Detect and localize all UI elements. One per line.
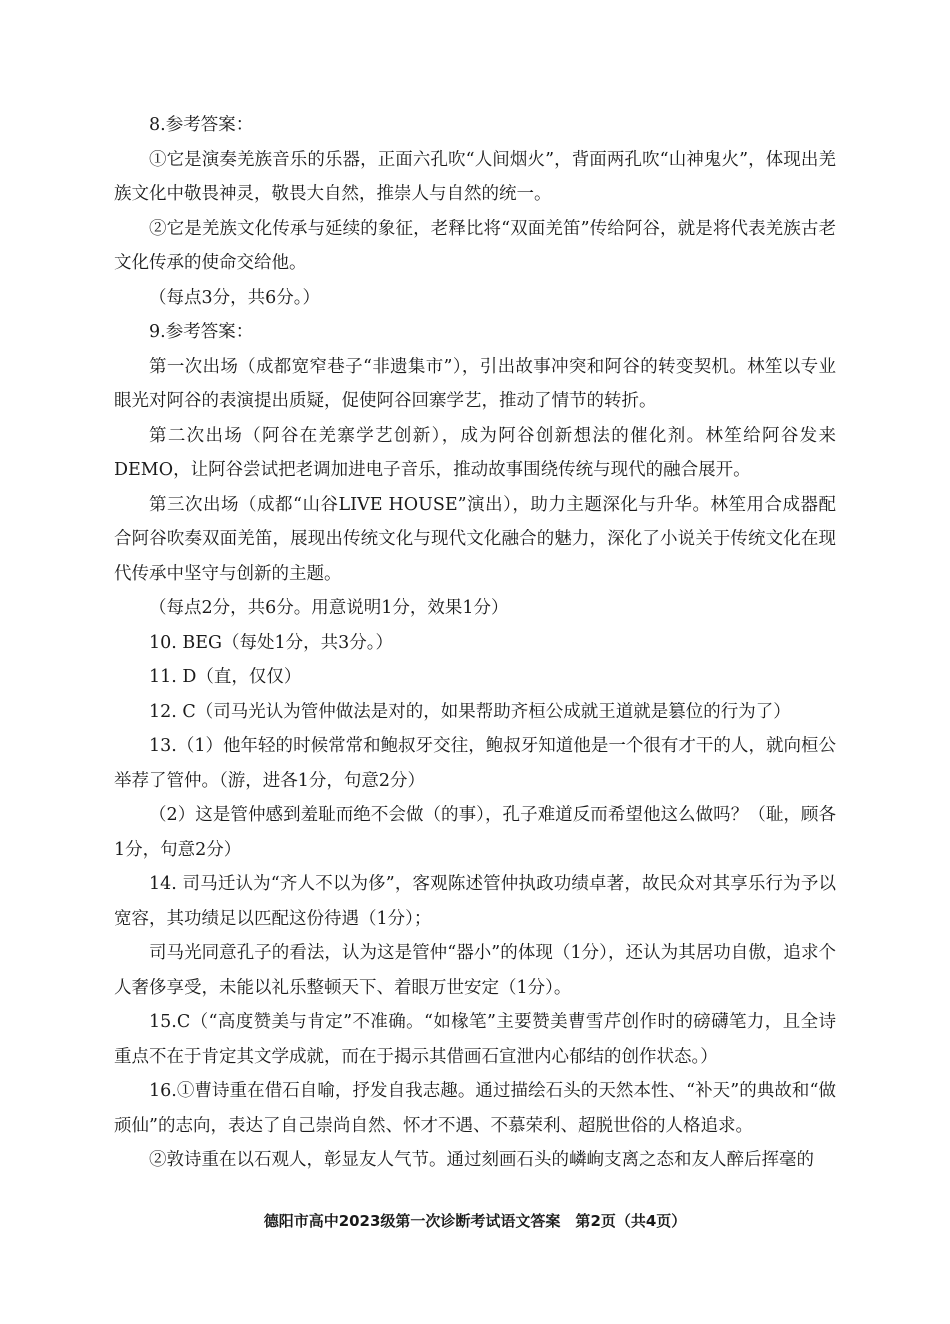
answer-9-heading: 9.参考答案： bbox=[149, 322, 254, 342]
answer-16-point-2: ②敦诗重在以石观人，彰显友人气节。通过刻画石头的嶙峋支离之态和友人醉后挥毫的 bbox=[149, 1150, 814, 1170]
answer-content bbox=[114, 108, 836, 1178]
answer-13-part-1: 13.（1）他年轻的时候常常和鲍叔牙交往，鲍叔牙知道他是一个很有才干的人，就向桓公举荐了管仲。（游，进各1分，句意2分） bbox=[114, 736, 836, 791]
answer-15: 15.C（“高度赞美与肯定”不准确。“如椽笔”主要赞美曹雪芹创作时的磅礴笔力，且全诗重点不在于肯定其文学成就，而在于揭示其借画石宣泄内心郁结的创作状态。） bbox=[114, 1012, 836, 1067]
answer-9-third-appearance: 第三次出场（成都“山谷LIVE HOUSE”演出），助力主题深化与升华。林笙用合成器配合阿谷吹奏双面羌笛，展现出传统文化与现代文化融合的魅力，深化了小说关于传统文化在现代传承中坚守与创新的主题。 bbox=[114, 494, 836, 584]
answer-8-point-1: ①它是演奏羌族音乐的乐器，正面六孔吹“人间烟火”，背面两孔吹“山神鬼火”，体现出羌族文化中敬畏神灵，敬畏大自然，推崇人与自然的统一。 bbox=[114, 149, 836, 204]
answer-8-scoring: （每点3分，共6分。） bbox=[149, 287, 321, 308]
page-footer: 德阳市高中2023级第一次诊断考试语文答案 第2页（共4页） bbox=[263, 1212, 687, 1230]
answer-8-point-2: ②它是羌族文化传承与延续的象征，老释比将“双面羌笛”传给阿谷，就是将代表羌族古老文化传承的使命交给他。 bbox=[114, 218, 836, 273]
answer-14-sima-qian: 14. 司马迁认为“齐人不以为侈”，客观陈述管仲执政功绩卓著，故民众对其享乐行为予以宽容，其功绩足以匹配这份待遇（1分）； bbox=[114, 874, 836, 929]
answer-9-first-appearance: 第一次出场（成都宽窄巷子“非遗集市”），引出故事冲突和阿谷的转变契机。林笙以专业眼光对阿谷的表演提出质疑，促使阿谷回寨学艺，推动了情节的转折。 bbox=[114, 356, 836, 411]
answer-9-second-appearance: 第二次出场（阿谷在羌寨学艺创新），成为阿谷创新想法的催化剂。林笙给阿谷发来DEMO，让阿谷尝试把老调加进电子音乐，推动故事围绕传统与现代的融合展开。 bbox=[114, 425, 836, 480]
answer-11: 11. D（直，仅仅） bbox=[149, 667, 302, 687]
answer-9-scoring: （每点2分，共6分。用意说明1分，效果1分） bbox=[149, 598, 509, 618]
answer-16-point-1: 16.①曹诗重在借石自喻，抒发自我志趣。通过描绘石头的天然本性、“补天”的典故和“做顽仙”的志向，表达了自己崇尚自然、怀才不遇、不慕荣利、超脱世俗的人格追求。 bbox=[114, 1081, 836, 1136]
answer-10: 10. BEG（每处1分，共3分。） bbox=[149, 632, 394, 653]
answer-12: 12. C（司马光认为管仲做法是对的，如果帮助齐桓公成就王道就是篡位的行为了） bbox=[149, 701, 791, 722]
answer-8-heading: 8.参考答案： bbox=[149, 115, 254, 135]
answer-14-sima-guang: 司马光同意孔子的看法，认为这是管仲“器小”的体现（1分），还认为其居功自傲，追求个人奢侈享受，未能以礼乐整顿天下、着眼万世安定（1分）。 bbox=[114, 943, 836, 998]
answer-13-part-2: （2）这是管仲感到羞耻而绝不会做（的事），孔子难道反而希望他这么做吗？（耻，顾各1分，句意2分） bbox=[114, 805, 836, 860]
